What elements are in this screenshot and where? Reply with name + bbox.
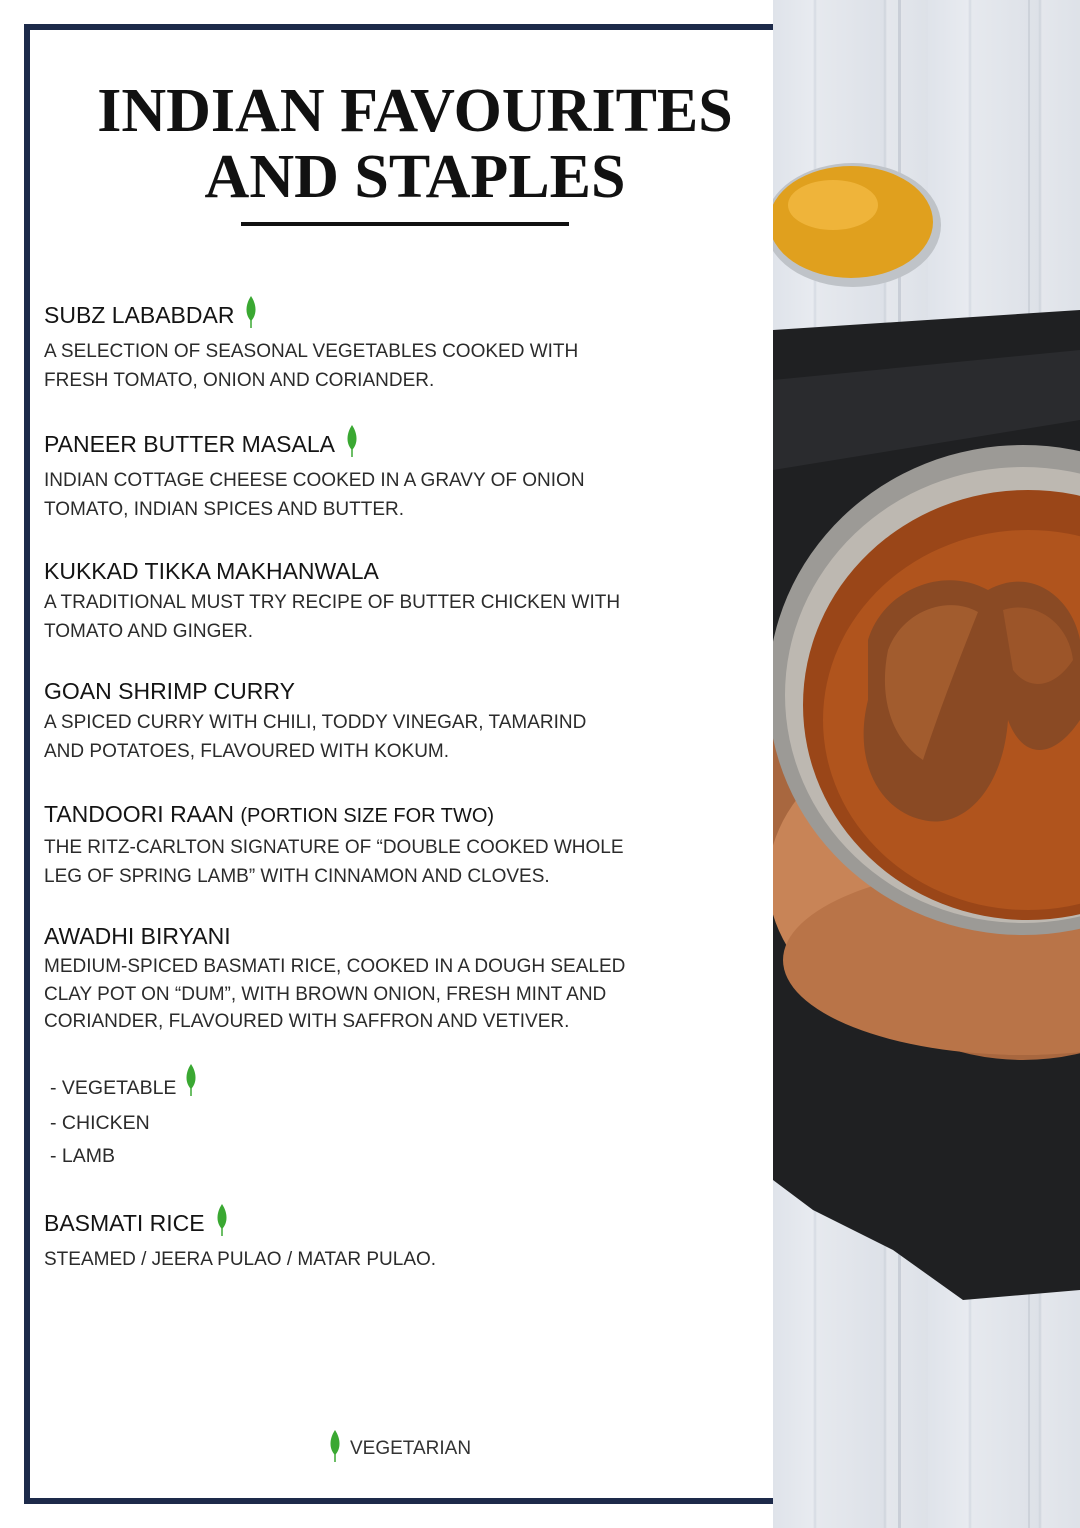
option-vegetable: - VEGETABLE — [50, 1072, 198, 1107]
vegetarian-leaf-icon — [345, 425, 359, 464]
biryani-options — [50, 1072, 198, 1173]
food-photo-illustration — [773, 0, 1080, 1528]
vegetarian-leaf-icon — [215, 1204, 229, 1243]
legend-label: VEGETARIAN — [350, 1438, 472, 1460]
option-lamb: - LAMB — [50, 1145, 116, 1167]
page-title — [30, 78, 800, 210]
option-chicken: - CHICKEN — [50, 1112, 150, 1134]
menu-item-name: SUBZ LABABDAR — [44, 302, 235, 328]
title-underline — [241, 222, 569, 226]
menu-item — [44, 799, 684, 891]
menu-item — [44, 1208, 684, 1274]
menu-item-description: A SPICED CURRY WITH CHILI, TODDY VINEGAR, TAMARIND AND POTATOES, FLAVOURED WITH KOKUM. — [44, 712, 587, 762]
menu-item-description: A TRADITIONAL MUST TRY RECIPE OF BUTTER CHICKEN WITH TOMATO AND GINGER. — [44, 592, 621, 642]
menu-item-name: KUKKAD TIKKA MAKHANWALA — [44, 558, 379, 584]
green-leaf-icon — [328, 1430, 342, 1468]
menu-item — [44, 676, 684, 766]
menu-item-name: TANDOORI RAAN — [44, 801, 234, 827]
portion-note: (PORTION SIZE FOR TWO) — [240, 805, 495, 827]
menu-item-description: INDIAN COTTAGE CHEESE COOKED IN A GRAVY OF ONION TOMATO, INDIAN SPICES AND BUTTER. — [44, 470, 585, 520]
food-photo — [773, 0, 1080, 1528]
menu-item — [44, 429, 684, 524]
vegetarian-leaf-icon — [184, 1064, 198, 1107]
menu-item-name: PANEER BUTTER MASALA — [44, 431, 335, 457]
menu-item-name: AWADHI BIRYANI — [44, 923, 231, 949]
menu-item-description: THE RITZ-CARLTON SIGNATURE OF “DOUBLE COOKED WHOLE LEG OF SPRING LAMB” WITH CINNAMON AND CLOVES. — [44, 837, 624, 887]
menu-item — [44, 921, 684, 1036]
menu-item — [44, 300, 684, 395]
menu-item — [44, 556, 684, 646]
menu-item-name: GOAN SHRIMP CURRY — [44, 678, 295, 704]
menu-item-description: MEDIUM-SPICED BASMATI RICE, COOKED IN A DOUGH SEALED CLAY POT ON “DUM”, WITH BROWN ONION, FRESH MINT AND CORIANDER, FLAVOURED WITH SAFFRON AND VETIVER. — [44, 956, 626, 1032]
menu-item-description: STEAMED / JEERA PULAO / MATAR PULAO. — [44, 1249, 437, 1270]
menu-item-description: A SELECTION OF SEASONAL VEGETABLES COOKED WITH FRESH TOMATO, ONION AND CORIANDER. — [44, 341, 579, 391]
page-title-line-2: AND STAPLES — [204, 143, 626, 211]
vegetarian-leaf-icon — [244, 296, 258, 335]
page-title-line-1: INDIAN FAVOURITES — [97, 77, 733, 145]
vegetarian-legend — [328, 1430, 471, 1468]
menu-item-name: BASMATI RICE — [44, 1210, 205, 1236]
